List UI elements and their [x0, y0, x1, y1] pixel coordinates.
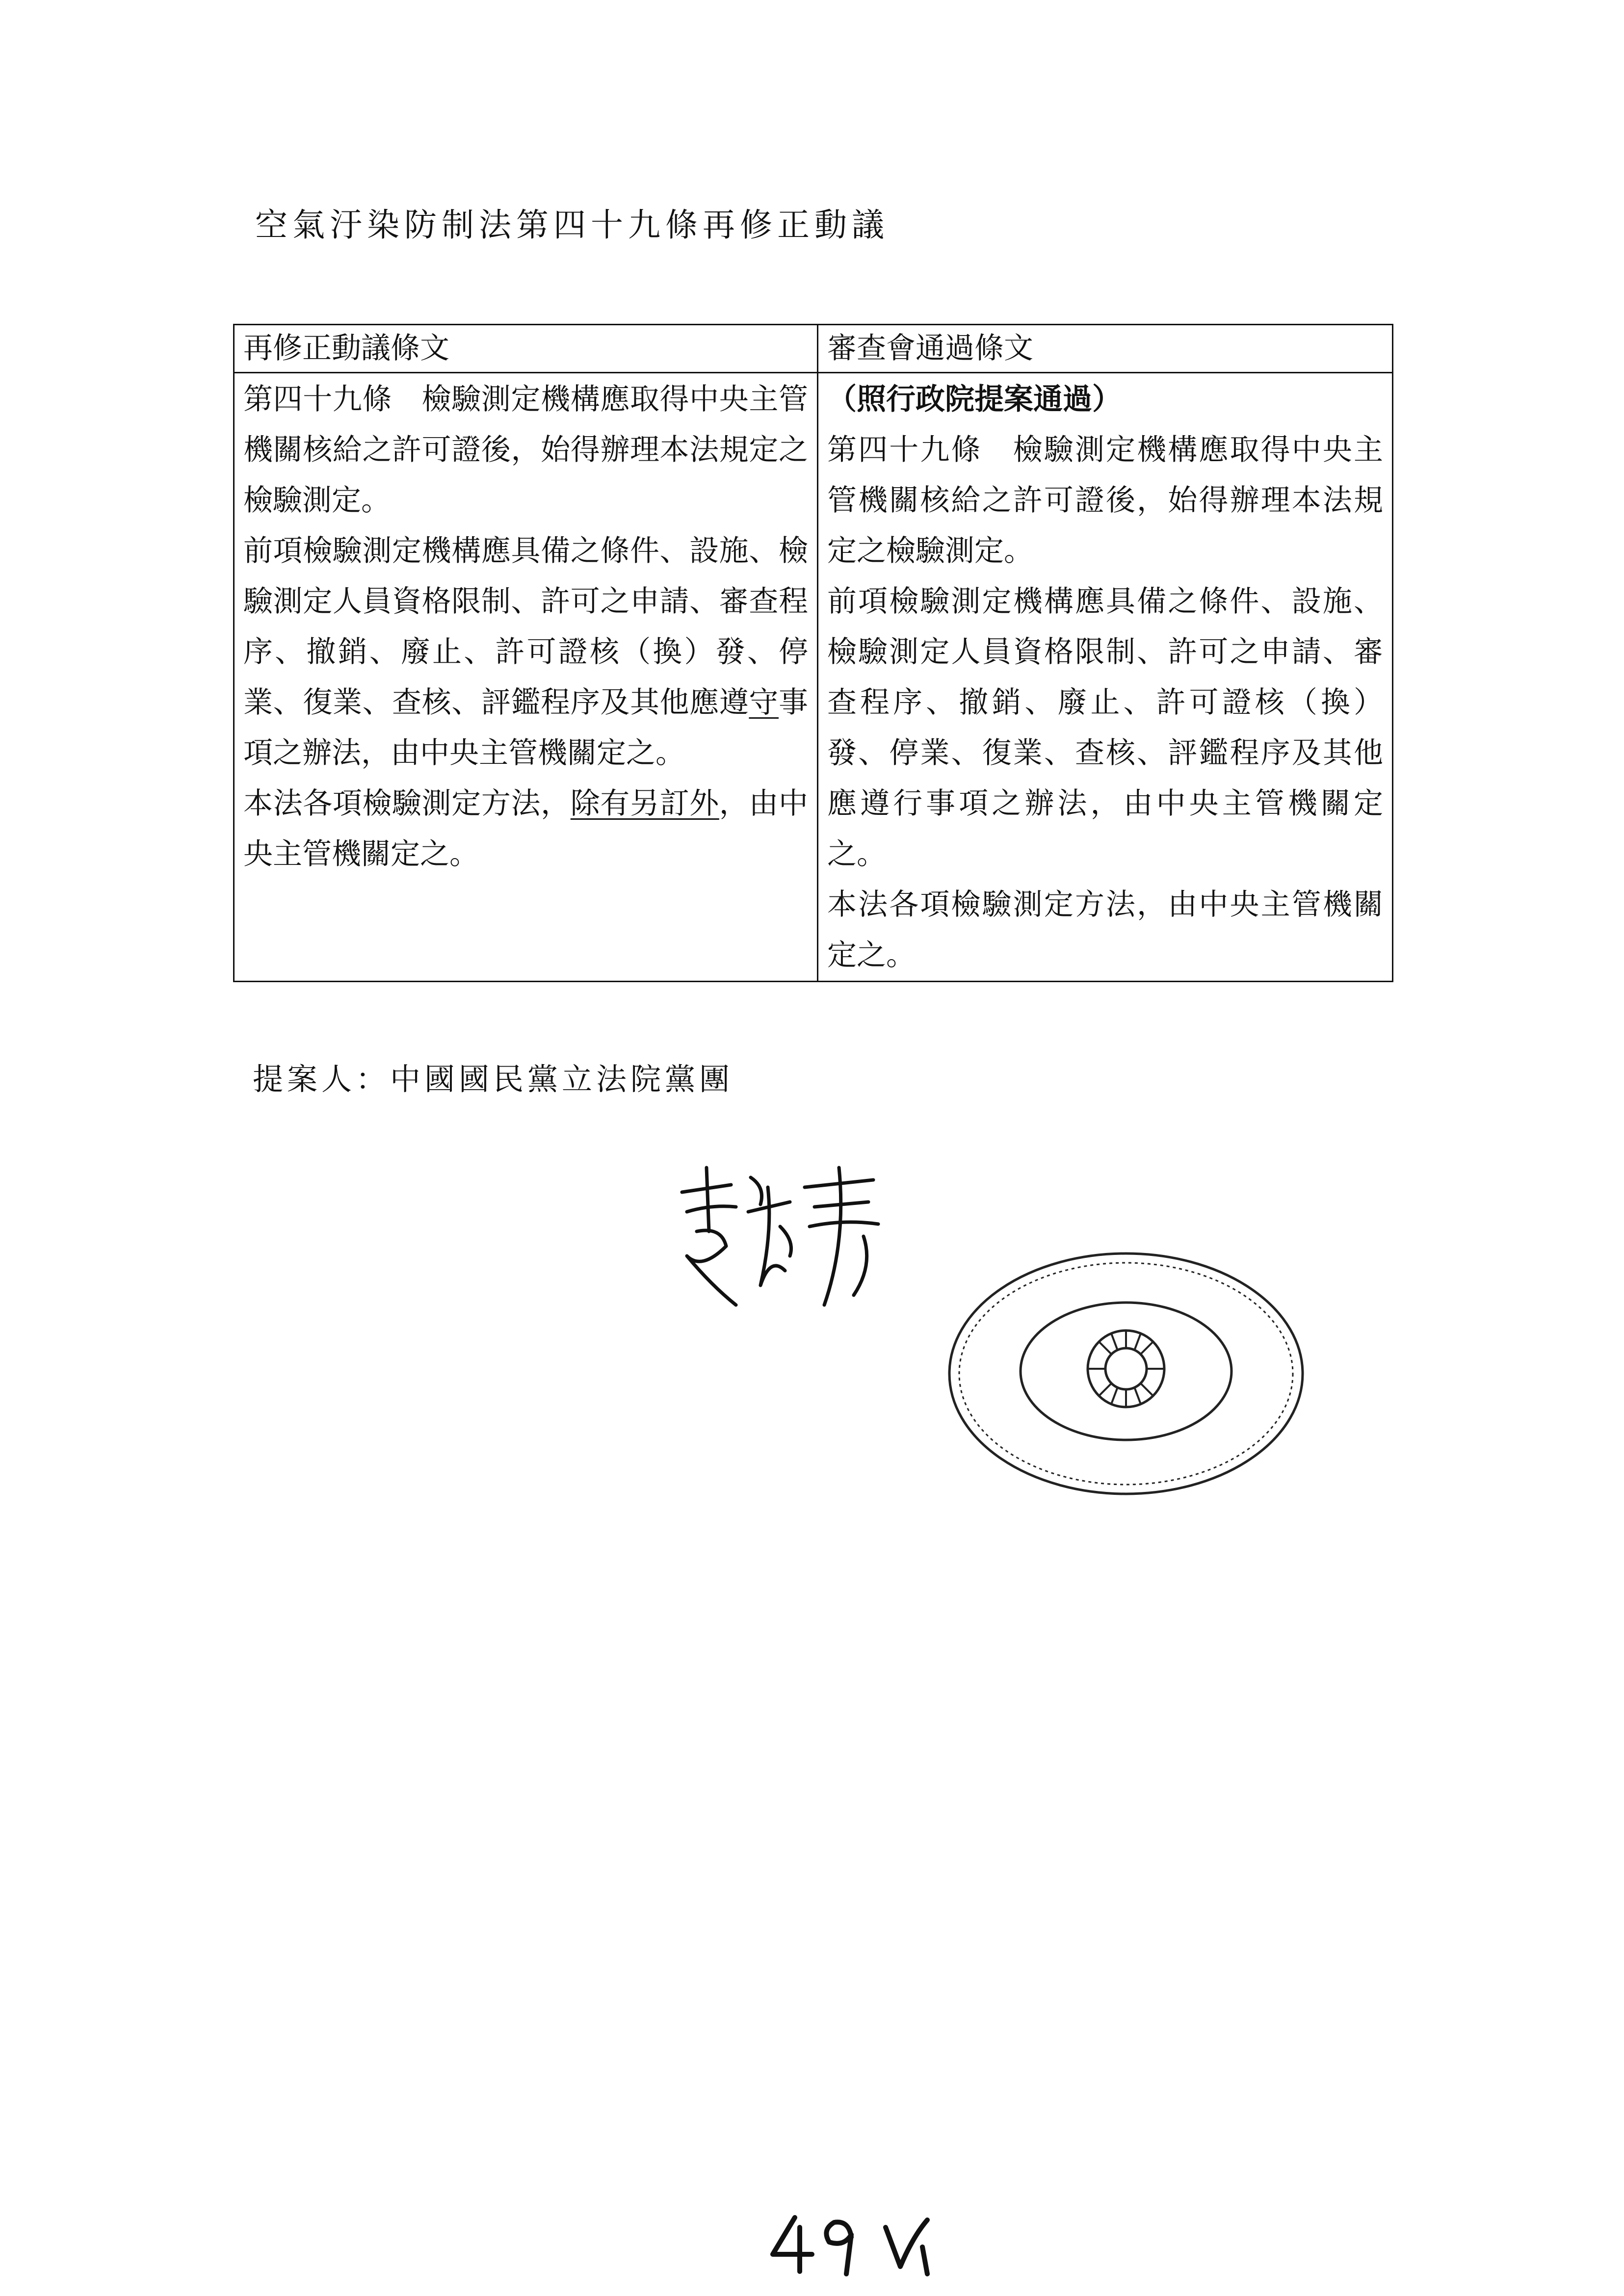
table-header-row	[234, 325, 1393, 373]
passed-paragraph-2: 前項檢驗測定機構應具備之條件、設施、檢驗測定人員資格限制、許可之申請、審查程序、撤銷、廢止、許可證核（換）發、停業、復業、查核、評鑑程序及其他應遵行事項之辦法，由中央主管機關定之。	[827, 584, 1383, 871]
party-seal	[944, 1246, 1308, 1501]
proposed-p3-text-b: ，由中央主管機關定之。	[243, 786, 809, 871]
comparison-table	[233, 324, 1393, 982]
passed-note: （照行政院提案通過）	[827, 382, 1122, 417]
table-row	[234, 373, 1393, 982]
proposed-p2-text-b: 事項之辦法，由中央主管機關定之。	[243, 685, 809, 770]
proposed-p2-text-a: 前項檢驗測定機構應具備之條件、設施、檢驗測定人員資格限制、許可之申請、審查程序、撤銷、廢止、許可證核（換）發、停業、復業、查核、評鑑程序及其他應遵	[243, 534, 808, 720]
passed-article-cell	[818, 373, 1393, 982]
proposed-p2-underlined: 守	[749, 685, 779, 720]
page-number	[765, 2208, 971, 2276]
document-title: 空氣汙染防制法第四十九條再修正動議	[255, 206, 889, 244]
proposed-paragraph-2	[243, 526, 808, 779]
proposed-paragraph-3	[243, 779, 808, 880]
handwritten-signature	[667, 1158, 898, 1320]
proposer-line: 提案人：中國國民黨立法院黨團	[253, 1061, 734, 1097]
proposed-paragraph-1: 第四十九條 檢驗測定機構應取得中央主管機關核給之許可證後，始得辦理本法規定之檢驗測定。	[243, 382, 808, 518]
passed-paragraph-1: 第四十九條 檢驗測定機構應取得中央主管機關核給之許可證後，始得辦理本法規定之檢驗測定。	[827, 433, 1383, 568]
proposed-p3-underlined: 除有另訂外	[570, 786, 719, 821]
proposed-article-cell	[234, 373, 818, 982]
column-header-proposed: 再修正動議條文	[234, 325, 818, 373]
proposed-p3-text-a: 本法各項檢驗測定方法，	[243, 786, 571, 821]
passed-paragraph-3: 本法各項檢驗測定方法，由中央主管機關定之。	[827, 887, 1383, 972]
column-header-passed: 審查會通過條文	[818, 325, 1393, 373]
